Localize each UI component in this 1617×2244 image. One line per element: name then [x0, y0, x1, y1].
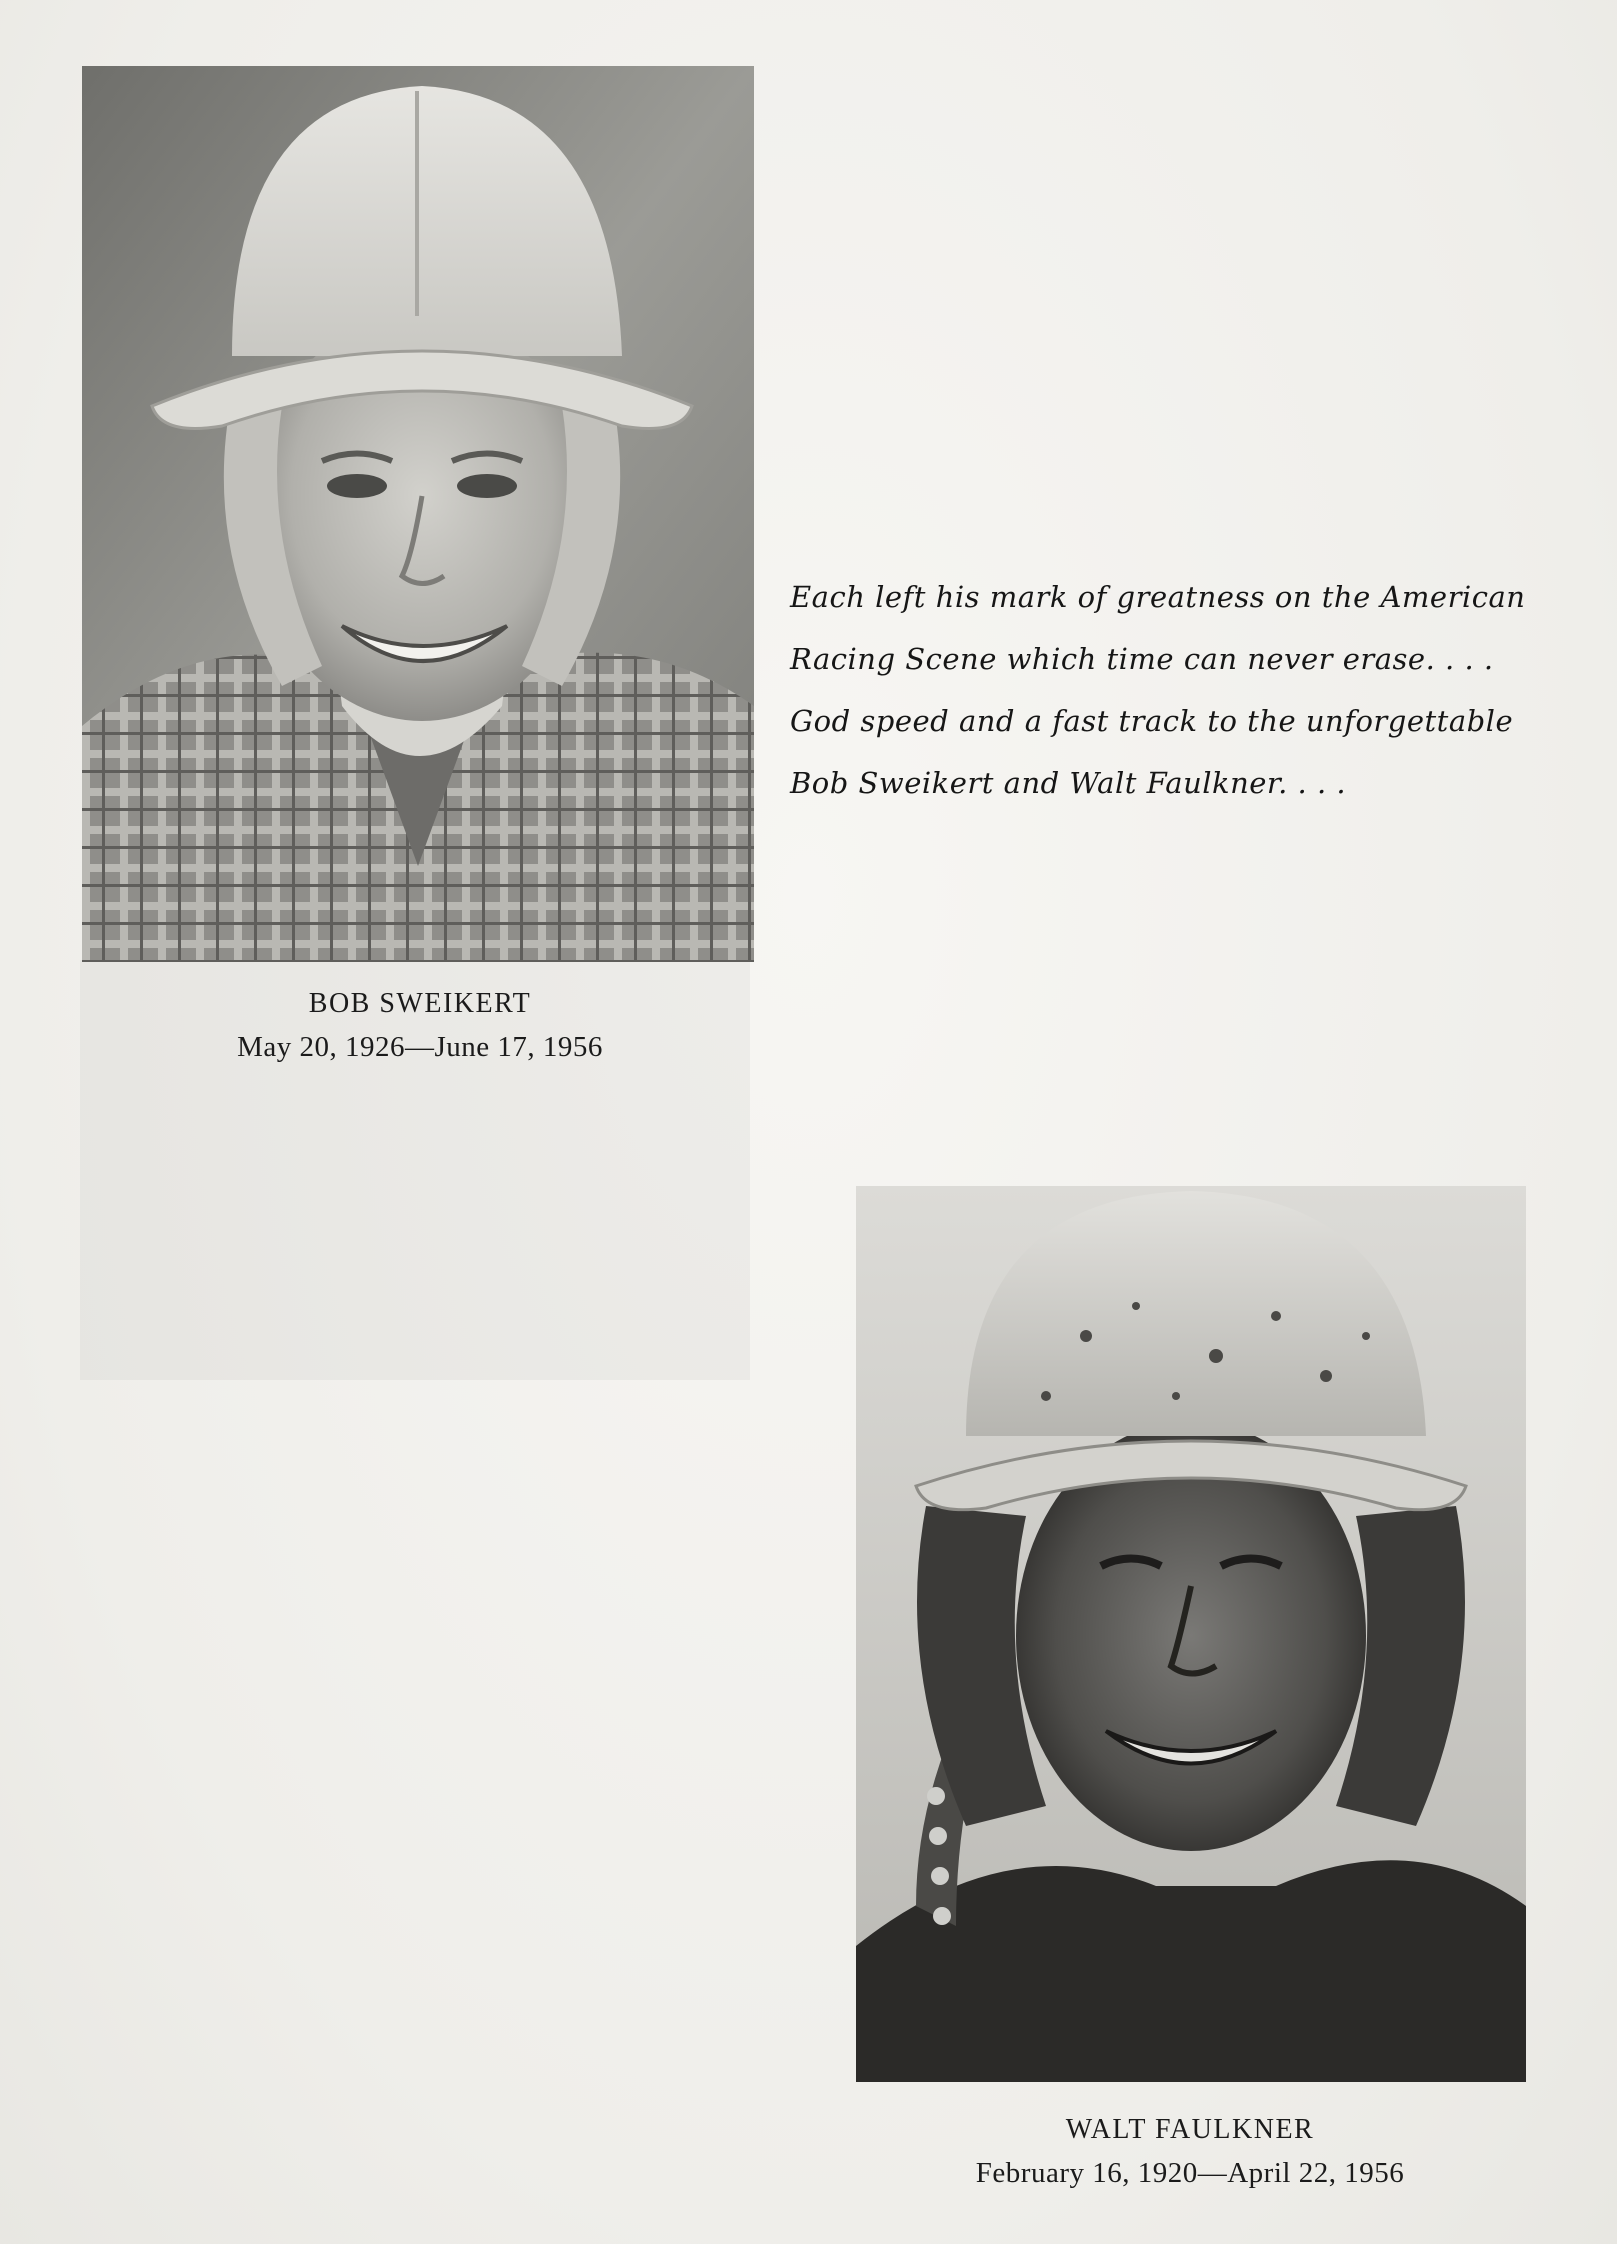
portrait-image-sweikert — [82, 66, 754, 962]
portrait-photo-faulkner — [856, 1186, 1526, 2082]
tribute-text — [790, 566, 1590, 814]
caption-sweikert — [150, 984, 690, 1070]
driver-name-sweikert: BOB SWEIKERT — [308, 988, 532, 1019]
life-dates-sweikert: May 20, 1926—June 17, 1956 — [237, 1031, 603, 1063]
tribute-line: Each left his mark of greatness on the American — [790, 580, 1526, 614]
tribute-line: Racing Scene which time can never erase. . . . — [790, 642, 1494, 676]
portrait-image-faulkner — [856, 1186, 1526, 2082]
life-dates-faulkner: February 16, 1920—April 22, 1956 — [975, 2157, 1405, 2189]
driver-name-faulkner: WALT FAULKNER — [1065, 2114, 1315, 2145]
caption-faulkner — [880, 2110, 1500, 2196]
portrait-photo-sweikert — [82, 66, 754, 962]
tribute-line: God speed and a fast track to the unforgettable — [790, 704, 1514, 738]
tribute-line: Bob Sweikert and Walt Faulkner. . . . — [790, 766, 1347, 800]
